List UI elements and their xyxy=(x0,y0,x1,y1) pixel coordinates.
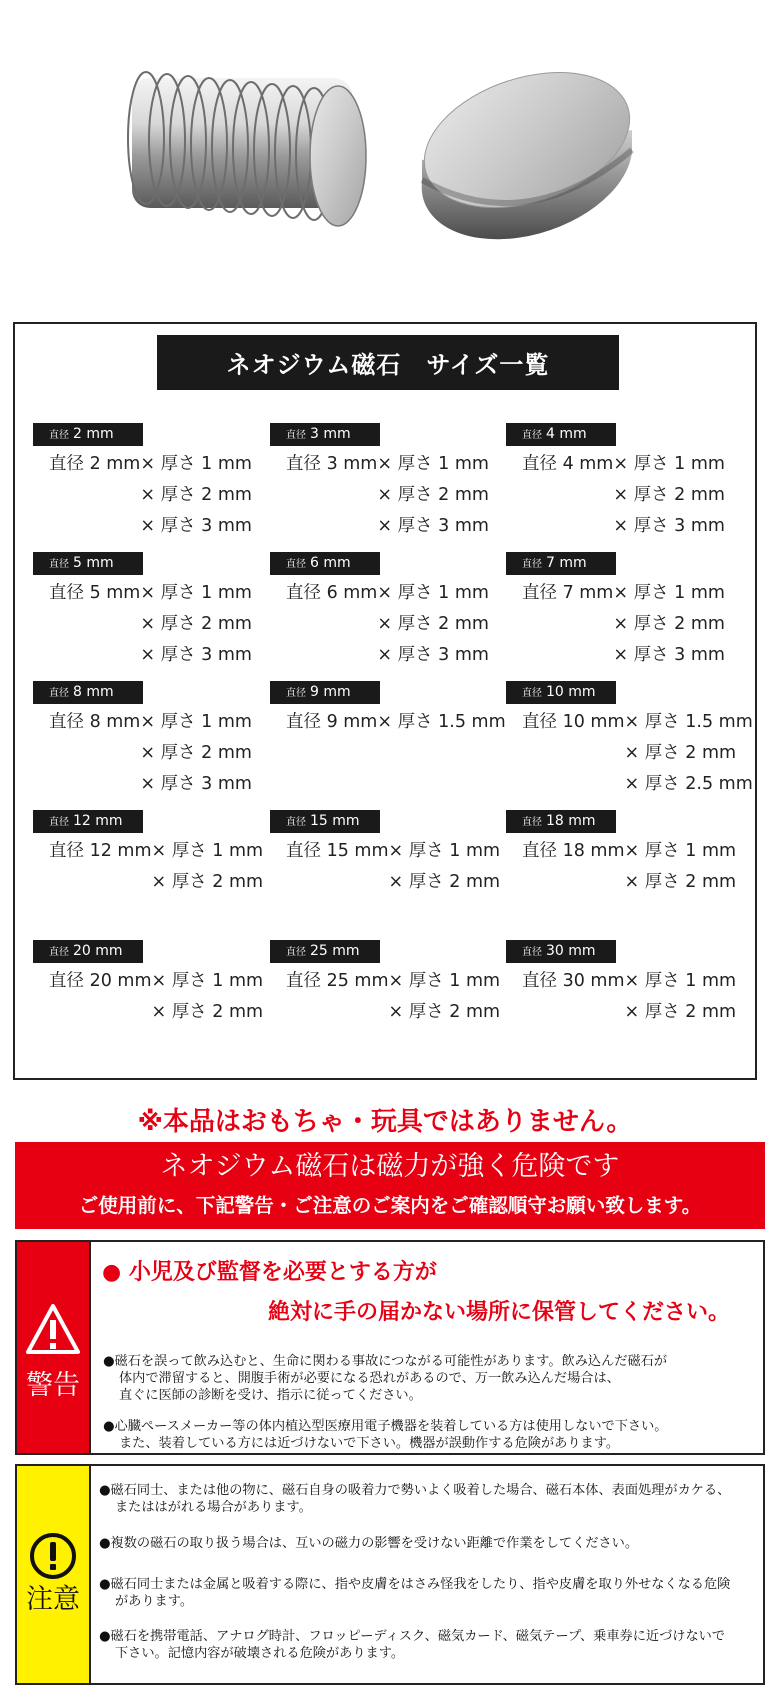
warning-paragraph xyxy=(103,1418,667,1452)
size-spec-line: 直径 15 mm× 厚さ 1 mm xyxy=(286,841,501,861)
size-tag xyxy=(33,423,143,446)
size-tag-prefix: 直径 xyxy=(286,817,306,828)
size-tag xyxy=(506,940,616,963)
size-tag xyxy=(33,940,143,963)
size-spec-line: × 厚さ 3 mm xyxy=(377,645,489,665)
product-photo xyxy=(0,0,770,300)
size-tag-prefix: 直径 xyxy=(49,817,69,828)
size-spec-line: × 厚さ 3 mm xyxy=(140,645,252,665)
size-spec-line: 直径 30 mm× 厚さ 1 mm xyxy=(522,971,737,991)
size-tag-value: 6 mm xyxy=(310,555,351,571)
warning-paragraph xyxy=(103,1353,667,1404)
danger-banner xyxy=(15,1142,765,1229)
size-tag xyxy=(506,552,616,575)
size-spec-line: × 厚さ 2 mm xyxy=(624,1002,737,1022)
size-tag-prefix: 直径 xyxy=(522,430,542,441)
size-tag-value: 8 mm xyxy=(73,684,114,700)
caution-paragraph xyxy=(99,1535,638,1552)
size-tag-prefix: 直径 xyxy=(286,559,306,570)
size-spec-line: 直径 9 mm× 厚さ 1.5 mm xyxy=(286,712,506,732)
size-tag-value: 12 mm xyxy=(73,813,123,829)
size-tag xyxy=(270,423,380,446)
size-tag xyxy=(33,552,143,575)
size-spec-line: 直径 5 mm× 厚さ 1 mm xyxy=(49,583,252,603)
caution-text-line: ●磁石同士または金属と吸着する際に、指や皮膚をはさみ怪我をしたり、指や皮膚を取り外せなくなる危険 xyxy=(99,1577,731,1592)
size-spec-line: 直径 3 mm× 厚さ 1 mm xyxy=(286,454,489,474)
size-tag xyxy=(270,681,380,704)
size-tag-value: 30 mm xyxy=(546,943,596,959)
size-tag xyxy=(270,940,380,963)
size-spec-line: × 厚さ 2 mm xyxy=(613,485,725,505)
size-spec-line: × 厚さ 3 mm xyxy=(140,774,252,794)
size-spec-line: 直径 20 mm× 厚さ 1 mm xyxy=(49,971,264,991)
warning-text-line: また、装着している方には近づけないで下さい。機器が誤動作する危険があります。 xyxy=(119,1436,620,1451)
caution-text-line: ●磁石を携帯電話、アナログ時計、フロッピーディスク、磁気カード、磁気テープ、乗車券に近づけないで xyxy=(99,1629,726,1644)
magnet-stack xyxy=(128,72,366,226)
size-spec-line: 直径 6 mm× 厚さ 1 mm xyxy=(286,583,489,603)
caution-divider xyxy=(89,1466,91,1683)
size-tag-prefix: 直径 xyxy=(49,947,69,958)
size-tag-prefix: 直径 xyxy=(49,430,69,441)
size-tag-value: 15 mm xyxy=(310,813,360,829)
danger-subtitle: ご使用前に、下記警告・ご注意のご案内をご確認順守お願い致します。 xyxy=(78,1194,702,1217)
size-tag-prefix: 直径 xyxy=(49,559,69,570)
size-tag-prefix: 直径 xyxy=(286,688,306,699)
caution-text-line: ●複数の磁石の取り扱う場合は、互いの磁力の影響を受けない距離で作業をしてください。 xyxy=(99,1536,639,1551)
size-spec-line: × 厚さ 2 mm xyxy=(388,1002,501,1022)
size-tag-prefix: 直径 xyxy=(522,688,542,699)
size-tag-prefix: 直径 xyxy=(522,817,542,828)
size-spec-line: × 厚さ 2 mm xyxy=(624,743,737,763)
warning-divider xyxy=(89,1242,91,1453)
size-tag-value: 10 mm xyxy=(546,684,596,700)
danger-title: ネオジウム磁石は磁力が強く危険です xyxy=(160,1151,620,1182)
size-spec-line: 直径 8 mm× 厚さ 1 mm xyxy=(49,712,252,732)
size-spec-line: × 厚さ 3 mm xyxy=(140,516,252,536)
size-tag-value: 20 mm xyxy=(73,943,123,959)
size-tag-value: 2 mm xyxy=(73,426,114,442)
size-tag xyxy=(270,810,380,833)
size-spec-line: × 厚さ 3 mm xyxy=(613,645,725,665)
size-spec-line: × 厚さ 2 mm xyxy=(151,872,264,892)
size-tag-value: 25 mm xyxy=(310,943,360,959)
size-spec-line: × 厚さ 3 mm xyxy=(613,516,725,536)
size-spec-line: × 厚さ 2 mm xyxy=(613,614,725,634)
not-toy-notice: ※本品はおもちゃ・玩具ではありません。 xyxy=(137,1107,633,1137)
size-spec-line: 直径 10 mm× 厚さ 1.5 mm xyxy=(522,712,753,732)
warning-label: 警告 xyxy=(26,1370,80,1401)
caution-text-line: があります。 xyxy=(115,1594,194,1609)
size-tag xyxy=(506,423,616,446)
size-tag xyxy=(506,810,616,833)
exclamation-triangle-icon xyxy=(25,1302,81,1358)
size-tag-value: 18 mm xyxy=(546,813,596,829)
size-tag-value: 9 mm xyxy=(310,684,351,700)
size-tag-prefix: 直径 xyxy=(522,559,542,570)
caution-paragraph xyxy=(99,1576,730,1610)
caution-paragraph xyxy=(99,1482,730,1516)
size-tag-prefix: 直径 xyxy=(286,947,306,958)
size-tag xyxy=(270,552,380,575)
magnet-single xyxy=(407,48,647,239)
size-spec-line: × 厚さ 2 mm xyxy=(377,614,489,634)
warning-heading-1: ● 小児及び監督を必要とする方が xyxy=(102,1260,437,1285)
size-tag-prefix: 直径 xyxy=(522,947,542,958)
size-tag-value: 3 mm xyxy=(310,426,351,442)
size-list-title: ネオジウム磁石 サイズ一覧 xyxy=(157,335,619,390)
size-spec-line: × 厚さ 2 mm xyxy=(377,485,489,505)
size-spec-line: × 厚さ 2 mm xyxy=(140,485,252,505)
size-tag-value: 7 mm xyxy=(546,555,587,571)
size-spec-line: 直径 4 mm× 厚さ 1 mm xyxy=(522,454,725,474)
caution-label: 注意 xyxy=(26,1584,80,1615)
warning-side-panel xyxy=(17,1242,89,1453)
size-spec-line: 直径 12 mm× 厚さ 1 mm xyxy=(49,841,264,861)
size-tag xyxy=(33,810,143,833)
size-spec-line: × 厚さ 2 mm xyxy=(140,743,252,763)
caution-side-panel xyxy=(17,1466,89,1683)
size-spec-line: × 厚さ 2 mm xyxy=(140,614,252,634)
size-spec-line: 直径 7 mm× 厚さ 1 mm xyxy=(522,583,725,603)
size-spec-line: × 厚さ 2 mm xyxy=(624,872,737,892)
size-tag xyxy=(506,681,616,704)
size-spec-line: × 厚さ 2 mm xyxy=(151,1002,264,1022)
warning-text-line: 体内で滞留すると、開腹手術が必要になる恐れがあるので、万一飲み込んだ場合は、 xyxy=(119,1371,620,1386)
size-spec-line: × 厚さ 2 mm xyxy=(388,872,501,892)
size-tag xyxy=(33,681,143,704)
size-tag-prefix: 直径 xyxy=(286,430,306,441)
caution-text-line: ●磁石同士、または他の物に、磁石自身の吸着力で勢いよく吸着した場合、磁石本体、表面処理がカケる、 xyxy=(99,1483,731,1498)
size-tag-value: 4 mm xyxy=(546,426,587,442)
size-tag-value: 5 mm xyxy=(73,555,114,571)
warning-text-line: ●磁石を誤って飲み込むと、生命に関わる事故につながる可能性があります。飲み込んだ磁石が xyxy=(103,1354,668,1369)
caution-text-line: またははがれる場合があります。 xyxy=(115,1500,312,1515)
warning-heading-2: 絶対に手の届かない場所に保管してください。 xyxy=(268,1300,731,1325)
size-spec-line: 直径 18 mm× 厚さ 1 mm xyxy=(522,841,737,861)
caution-paragraph xyxy=(99,1628,725,1662)
exclamation-circle-icon xyxy=(29,1532,77,1580)
caution-text-line: 下さい。記憶内容が破壊される危険があります。 xyxy=(115,1646,405,1661)
size-spec-line: 直径 25 mm× 厚さ 1 mm xyxy=(286,971,501,991)
size-spec-line: 直径 2 mm× 厚さ 1 mm xyxy=(49,454,252,474)
warning-text-line: 直ぐに医師の診断を受け、指示に従ってください。 xyxy=(119,1388,422,1403)
size-spec-line: × 厚さ 2.5 mm xyxy=(624,774,753,794)
size-spec-line: × 厚さ 3 mm xyxy=(377,516,489,536)
size-tag-prefix: 直径 xyxy=(49,688,69,699)
warning-text-line: ●心臓ペースメーカー等の体内植込型医療用電子機器を装着している方は使用しないで下さい。 xyxy=(103,1419,668,1434)
